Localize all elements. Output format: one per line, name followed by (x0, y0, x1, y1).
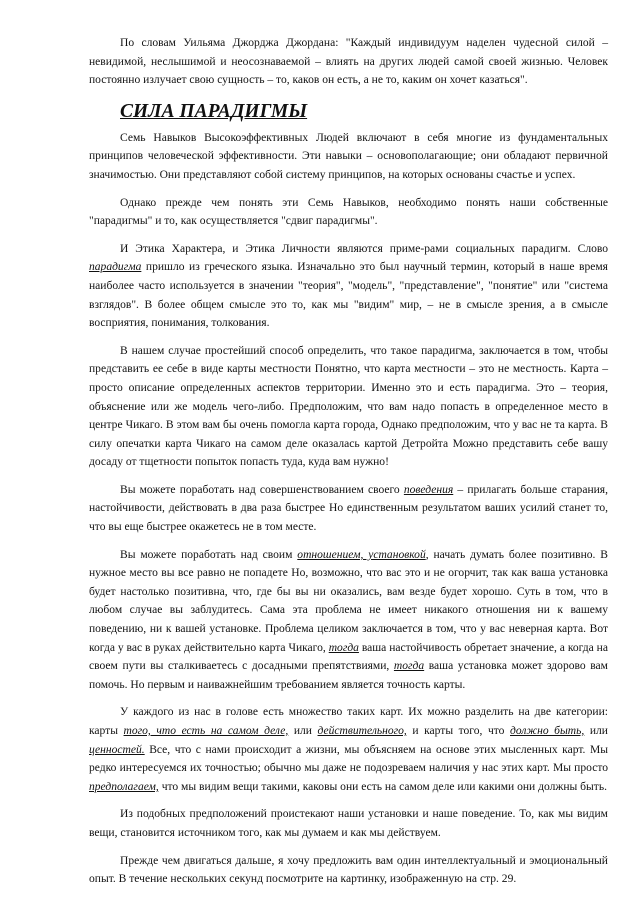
paragraph-paradigm-definition: И Этика Характера, и Этика Личности являются приме-рами социальных парадигм. Слово парадигма пришло из греческого языка. Изначально это был научный термин, который в наше время наиболее часто используется в значении "теория", "модель", "представление", "понятие" или "система взглядов". В более общем смысле это то, как мы "видим" мир, – не в смысле зрения, а в смысле восприятия, понимания, толкования. (89, 242, 608, 330)
emphasis-actual: действительного, (317, 725, 407, 737)
emphasis-reality: того, что есть на самом деле, (123, 725, 289, 737)
emphasis-behavior: поведения (403, 483, 454, 496)
document-page (89, 34, 608, 898)
paragraph-quote: По словам Уильяма Джорджа Джордана: "Каждый индивидуум наделен чудесной силой – невидимой, неслышимой и неосознаваемой – влиять на других людей самой своей жизнью. Человек постоянно излучает свою сущность – то, каков он есть, а не то, каким он хочет казаться". (89, 37, 608, 87)
emphasis-values: ценностей. (89, 743, 145, 756)
emphasis-paradigm: парадигма (89, 261, 142, 274)
emphasis-attitude: отношением, установкой (297, 548, 426, 561)
emphasis-then-2: тогда (393, 660, 425, 673)
paragraph-assumptions: Из подобных предположений проистекают наши установки и наше поведение. То, как мы видим вещи, становится источником того, как мы думаем и как мы действуем. (89, 808, 608, 839)
section-heading: СИЛА ПАРАДИГМЫ (120, 100, 308, 122)
emphasis-assume: предполагаем, (89, 780, 159, 793)
paragraph-seven-habits: Семь Навыков Высокоэффективных Людей включают в себя многие из фундаментальных принципов человеческой эффективности. Эти навыки – основополагающие; они обладают первичной значимостью. Они представляют собой систему принципов, на которых основаны счастье и успех. (89, 131, 608, 181)
paragraph-mental-maps: У каждого из нас в голове есть множество таких карт. Их можно разделить на две категории: карты того, что есть на самом деле, или действительного, и карты того, что должно быть, или ценностей. Все, что с нами происходит а жизни, мы объясняем на основе этих мысленных карт. Мы редко интересуемся их точностью; обычно мы даже не подозреваем наличия у нас этих карт. Мы просто предполагаем, что мы видим вещи такими, каковы они есть на самом деле или какими они должны быть. (89, 706, 608, 793)
paragraph-behavior: Вы можете поработать над совершенствованием своего поведения – прилагать больше старания, настойчивости, действовать в два раза быстрее Но единственным результатом ваших усилий станет то, что вы еще быстрее окажетесь не в том месте. (89, 483, 608, 534)
paragraph-attitude: Вы можете поработать над своим отношением, установкой, начать думать более позитивно. В нужное место вы все равно не попадете Но, возможно, что вас это и не огорчит, так как ваша установка будет настолько позитивна, что, где бы вы ни оказались, вам везде будет хорошо. Суть в том, что в любом случае вы заблудитесь. Сама эта проблема не имеет никакого отношения ни к вашему поведению, ни к вашей установке. Проблема целиком заключается в том, что у вас неверная карта. Вот когда у вас в руках действительно карта Чикаго, тогда ваша настойчивость обретает значение, а когда на своем пути вы сталкиваетесь с досадными препятствиями, тогда ваша установка может здорово вам помочь. Но первым и наиважнейшим требованием является точность карты. (89, 548, 608, 691)
emphasis-then-1: тогда (328, 641, 359, 654)
paragraph-experience: Прежде чем двигаться дальше, я хочу предложить вам один интеллектуальный и эмоциональный опыт. В течение нескольких секунд посмотрите на картинку, изображенную на стр. 29. (89, 854, 608, 886)
paragraph-map-analogy: В нашем случае простейший способ определить, что такое парадигма, заключается в том, чтобы представить ее себе в виде карты местности Понятно, что карта местности – это не местность. Карта – просто описание определенных аспектов территории. Именно это и есть парадигма. Это – теория, объяснение или же модель чего-либо. Предположим, что вам надо попасть в определенное место в центре Чикаго. В этом вам бы очень помогла карта города, Однако предположим, что у вас не та карта. В силу опечатки карта Чикаго на самом деле оказалась картой Детройта Можно представить себе вашу досаду от тщетности попыток попасть туда, куда вам нужно! (89, 344, 608, 469)
emphasis-should-be: должно быть, (510, 725, 585, 737)
paragraph-paradigm-shift: Однако прежде чем понять эти Семь Навыков, необходимо понять наши собственные "парадигмы" и то, как осуществляется "сдвиг парадигмы". (89, 196, 608, 228)
